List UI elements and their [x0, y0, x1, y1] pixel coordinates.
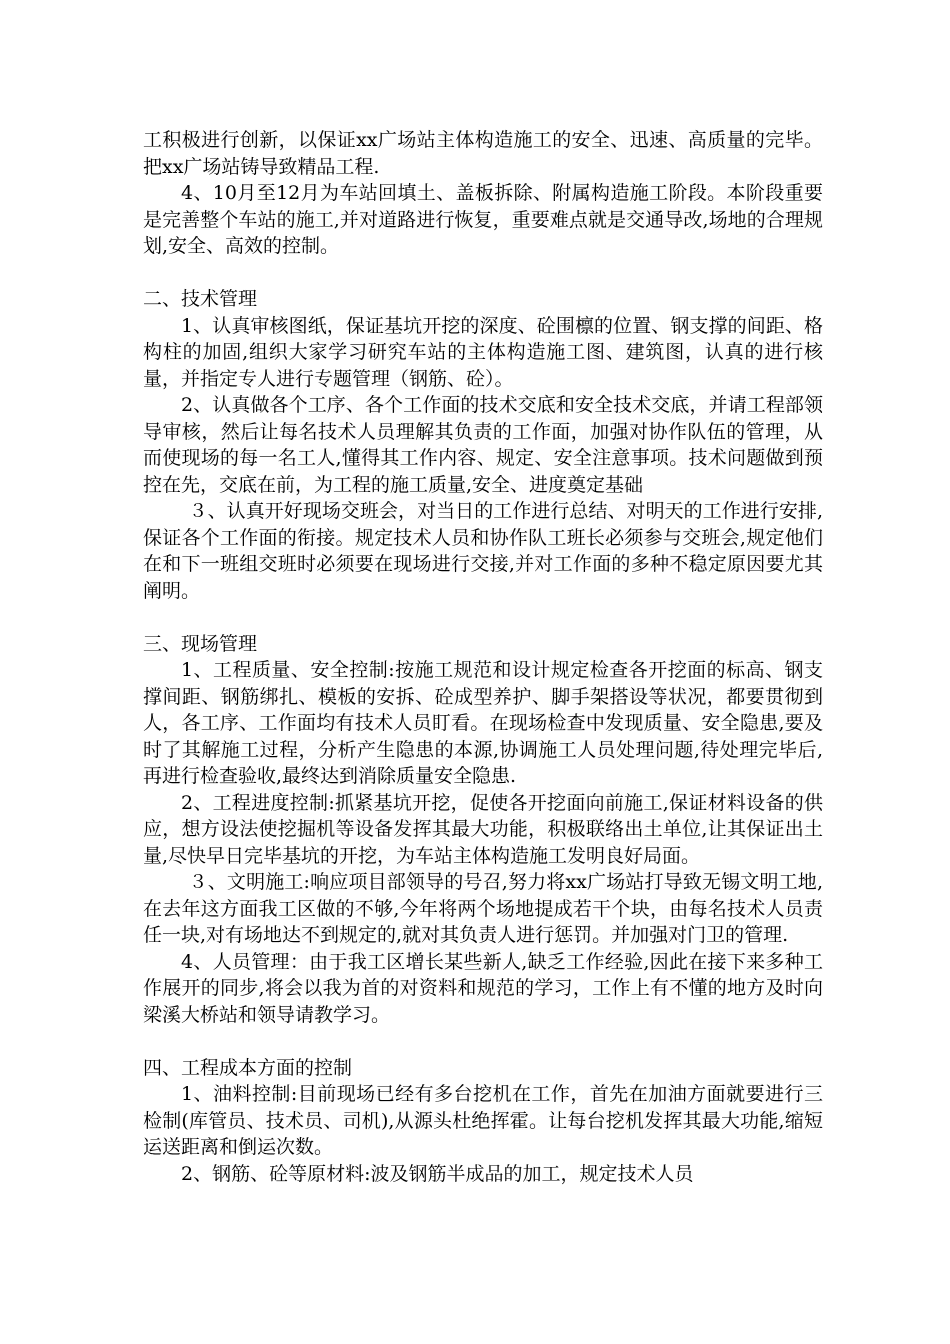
section-heading-technical-management: 二、技术管理	[143, 288, 258, 310]
technical-item-1: 1、认真审核图纸，保证基坑开挖的深度、砼围檩的位置、钢支撑的间距、格构柱的加固,组织大家学习研究车站的主体构造施工图、建筑图，认真的进行核量，并指定专人进行专题管理（钢筋、砼）。	[143, 314, 823, 390]
site-item-3: ３、文明施工:响应项目部领导的号召,努力将xx广场站打导致无锡文明工地,在去年这方面我工区做的不够,今年将两个场地提成若干个块，由每名技术人员责任一块,对有场地达不到规定的,就对其负责人进行惩罚。并加强对门卫的管理.	[143, 871, 823, 946]
cost-item-1: 1、油料控制:目前现场已经有多台挖机在工作，首先在加油方面就要进行三检制(库管员、技术员、司机),从源头杜绝挥霍。让每台挖机发挥其最大功能,缩短运送距离和倒运次数。	[143, 1083, 823, 1158]
section-gap	[143, 1028, 823, 1055]
site-item-1: 1、工程质量、安全控制:按施工规范和设计规定检查各开挖面的标高、钢支撑间距、钢筋绑扎、模板的安拆、砼成型养护、脚手架搭设等状况，都要贯彻到人，各工序、工作面均有技术人员盯看。在现场检查中发现质量、安全隐患,要及时了其解施工过程，分析产生隐患的本源,协调施工人员处理问题,待处理完毕后,再进行检查验收,最终达到消除质量安全隐患.	[143, 659, 823, 787]
site-item-4: 4、人员管理：由于我工区增长某些新人,缺乏工作经验,因此在接下来多种工作展开的同步,将会以我为首的对资料和规范的学习，工作上有不懂的地方及时向梁溪大桥站和领导请教学习。	[143, 950, 823, 1026]
paragraph-stage-4: 4、10月至12月为车站回填土、盖板拆除、附属构造施工阶段。本阶段重要是完善整个车站的施工,并对道路进行恢复，重要难点就是交通导改,场地的合理规划,安全、高效的控制。	[143, 182, 823, 257]
section-heading-cost-control: 四、工程成本方面的控制	[143, 1056, 353, 1079]
site-item-2: 2、工程进度控制:抓紧基坑开挖，促使各开挖面向前施工,保证材料设备的供应，想方设法使挖掘机等设备发挥其最大功能，积极联络出土单位,让其保证出土量,尽快早日完毕基坑的开挖，为车站主体构造施工发明良好局面。	[143, 791, 823, 867]
document-body	[143, 127, 823, 1187]
cost-item-2: 2、钢筋、砼等原材料:波及钢筋半成品的加工，规定技术人员	[181, 1162, 694, 1185]
section-gap	[143, 604, 823, 631]
technical-item-3: ３、认真开好现场交班会，对当日的工作进行总结、对明天的工作进行安排,保证各个工作面的衔接。规定技术人员和协作队工班长必须参与交班会,规定他们在和下一班组交班时必须要在现场进行交接,并对工作面的多种不稳定原因要尤其阐明。	[143, 500, 823, 602]
paragraph-continuation: 工积极进行创新，以保证xx广场站主体构造施工的安全、迅速、高质量的完毕。把xx广场站铸导致精品工程.	[143, 129, 823, 178]
section-heading-site-management: 三、现场管理	[143, 632, 258, 655]
section-gap	[143, 260, 823, 287]
technical-item-2: 2、认真做各个工序、各个工作面的技术交底和安全技术交底，并请工程部领导审核，然后让每名技术人员理解其负责的工作面，加强对协作队伍的管理，从而使现场的每一名工人,懂得其工作内容、规定、安全注意事项。技术问题做到预控在先，交底在前，为工程的施工质量,安全、进度奠定基础	[143, 394, 823, 496]
